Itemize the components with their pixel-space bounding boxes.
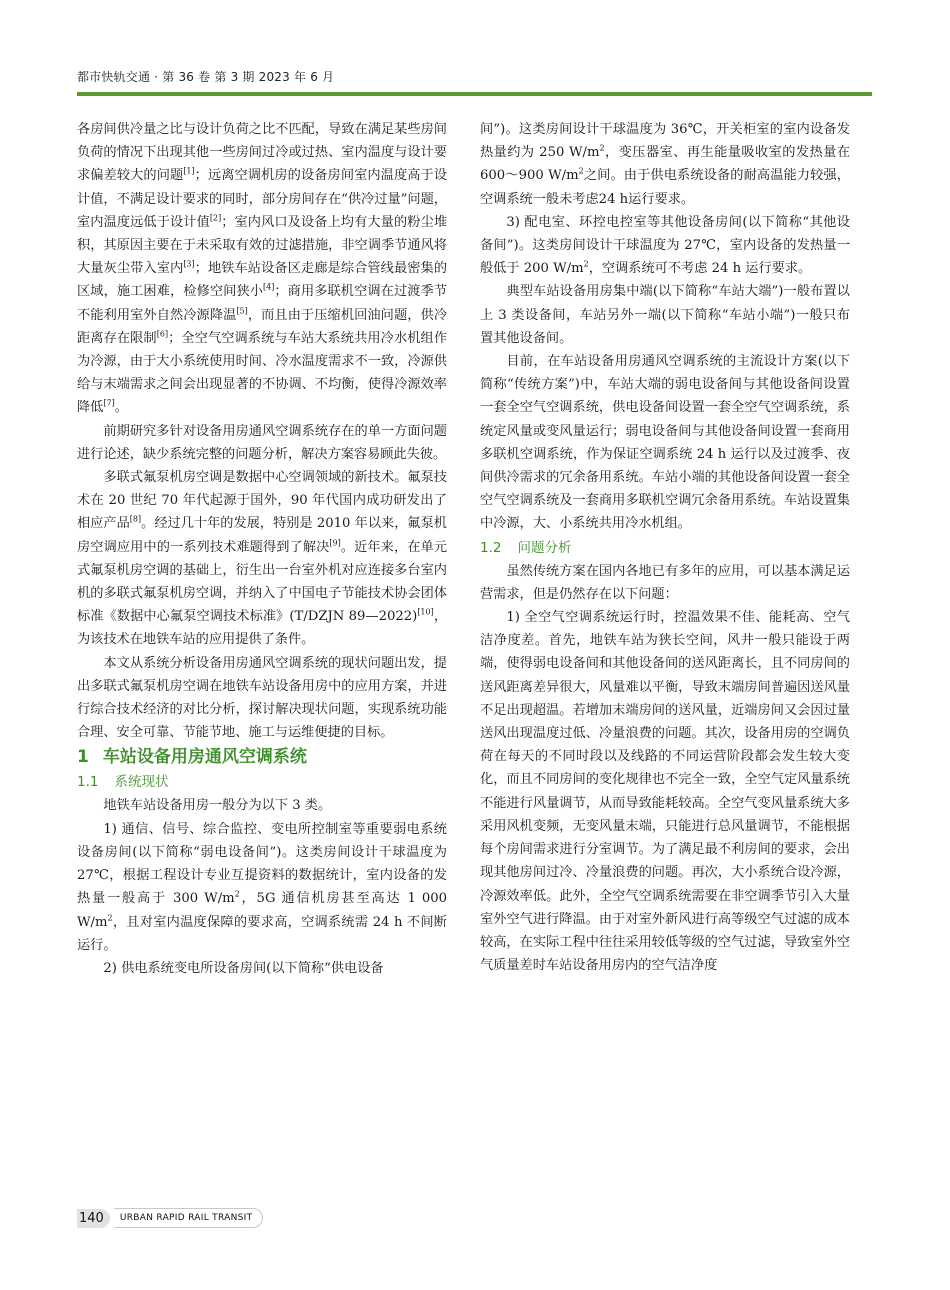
subsection-heading: 1.2 问题分析 bbox=[480, 539, 572, 556]
header-rule bbox=[77, 92, 872, 96]
left-column bbox=[77, 118, 447, 980]
paragraph: 2) 供电系统变电所设备房间(以下简称“供电设备 bbox=[103, 960, 384, 976]
paragraph: 目前，在车站设备用房通风空调系统的主流设计方案(以下简称“传统方案”)中，车站大端的弱电设备间与其他设备间设置一套全空气空调系统，供电设备间设置一套全空气空调系统，系统定风量或变风量运行；弱电设备间与其他设备间设置一套商用多联机空调系统，作为保证空调系统 24 h 运行以及过渡季、夜间供冷需求的冗余备用系统。车站小端的其他设备间设置一套全空气空调系统及一套商用多联机空调冗余备用系统。车站设置集中冷源，大、小系统共用冷水机组。 bbox=[480, 354, 850, 532]
paragraph: 前期研究多针对设备用房通风空调系统存在的单一方面问题进行论述，缺少系统完整的问题分析，解决方案容易顾此失彼。 bbox=[77, 423, 447, 462]
paragraph: 典型车站设备用房集中端(以下简称“车站大端”)一般布置以上 3 类设备间，车站另外一端(以下简称“车站小端”)一般只布置其他设备间。 bbox=[480, 284, 850, 346]
paragraph: 多联式氟泵机房空调是数据中心空调领域的新技术。氟泵技术在 20 世纪 70 年代起源于国外，90 年代国内成功研发出了相应产品[8]。经过几十年的发展，特别是 2010 年以来，氟泵机房空调应用中的一系列技术难题得到了解决[9]。近年来，在单元式氟泵机房空调的基础上，衍生出一台室外机对应连接多台室内机的多联式氟泵机房空调，并纳入了中国电子节能技术协会团体标准《数据中心氟泵空调技术标准》(T/DZJN 89—2022)[10]，为该技术在地铁车站的应用提供了条件。 bbox=[77, 470, 448, 648]
paragraph: 3) 配电室、环控电控室等其他设备房间(以下简称“其他设备间”)。这类房间设计干球温度为 27℃，室内设备的发热量一般低于 200 $W/m^2$，空调系统可不考虑 24 h 运行要求。 bbox=[480, 214, 850, 277]
paragraph: 间”)。这类房间设计干球温度为 36℃，开关柜室的室内设备发热量约为 250 $W/m^2$，变压器室、再生能量吸收室的发热量在 600～900 $W/m^2$之间。由于供电系统设备的耐高温能力较强，空调系统一般未考虑24 h运行要求。 bbox=[480, 122, 851, 207]
paragraph: 1) 通信、信号、综合监控、变电所控制室等重要弱电系统设备房间(以下简称“弱电设备间”)。这类房间设计干球温度为 27℃，根据工程设计专业互提资料的数据统计，室内设备的发热量一般高于 300 $W/m^2$，5G 通信机房甚至高达 1 000 $W/m^2$，且对室内温度保障的要求高，空调系统需 24 h 不间断运行。 bbox=[77, 821, 448, 953]
section-heading: 1 车站设备用房通风空调系统 bbox=[77, 747, 307, 768]
right-column bbox=[480, 118, 850, 977]
page-footer bbox=[77, 1206, 263, 1230]
paragraph: 本文从系统分析设备用房通风空调系统的现状问题出发，提出多联式氟泵机房空调在地铁车站设备用房中的应用方案，并进行综合技术经济的对比分析，探讨解决现状问题，实现系统功能合理、安全可靠、节能节地、施工与运维便捷的目标。 bbox=[77, 655, 447, 741]
running-header: 都市快轨交通 · 第 36 卷 第 3 期 2023 年 6 月 bbox=[77, 70, 335, 84]
paragraph: 地铁车站设备用房一般分为以下 3 类。 bbox=[103, 798, 332, 814]
subsection-heading: 1.1 系统现状 bbox=[77, 774, 169, 791]
paragraph: 虽然传统方案在国内各地已有多年的应用，可以基本满足运营需求，但是仍然存在以下问题： bbox=[480, 563, 850, 602]
paragraph: 1) 全空气空调系统运行时，控温效果不佳、能耗高、空气洁净度差。首先，地铁车站为狭长空间，风井一般只能设于两端，使得弱电设备间和其他设备间的送风距离长，且不同房间的送风距离差异很大，风量难以平衡，导致末端房间普遍因送风量不足出现超温。若增加末端房间的送风量，近端房间又会因过量送风出现温度过低、冷量浪费的问题。其次，设备用房的空调负荷在每天的不同时段以及线路的不同运营阶段都会发生较大变化，而且不同房间的变化规律也不完全一致，全空气定风量系统不能进行风量调节，从而导致能耗较高。全空气变风量系统大多采用风机变频，无变风量末端，只能进行总风量调节，不能根据每个房间需求进行分室调节。为了满足最不利房间的要求，会出现其他房间过冷、冷量浪费的问题。再次，大小系统合设冷源，冷源效率低。此外，全空气空调系统需要在非空调季节引入大量室外空气进行降温。由于对室外新风进行高等级空气过滤的成本较高，在实际工程中往往采用较低等级的空气过滤，导致室外空气质量差时车站设备用房内的空气洁净度 bbox=[480, 610, 850, 974]
paragraph: 各房间供冷量之比与设计负荷之比不匹配，导致在满足某些房间负荷的情况下出现其他一些房间过冷或过热、室内温度与设计要求偏差较大的问题[1]；远离空调机房的设备房间室内温度高于设计值，不满足设计要求的同时，部分房间存在“供冷过量”问题，室内温度远低于设计值[2]；室内风口及设备上均有大量的粉尘堆积，其原因主要在于未采取有效的过滤措施，非空调季节通风将大量灰尘带入室内[3]；地铁车站设备区走廊是综合管线最密集的区域，施工困难，检修空间狭小[4]；商用多联机空调在过渡季节不能利用室外自然冷源降温[5]，而且由于压缩机回油问题，供冷距离存在限制[6]；全空气空调系统与车站大系统共用冷水机组作为冷源，由于大小系统使用时间、冷水温度需求不一致，冷源供给与末端需求之间会出现显著的不协调、不均衡，使得冷源效率降低[7]。 bbox=[77, 122, 448, 416]
page-number: 140 bbox=[77, 1209, 110, 1228]
journal-name: URBAN RAPID RAIL TRANSIT bbox=[114, 1208, 264, 1228]
